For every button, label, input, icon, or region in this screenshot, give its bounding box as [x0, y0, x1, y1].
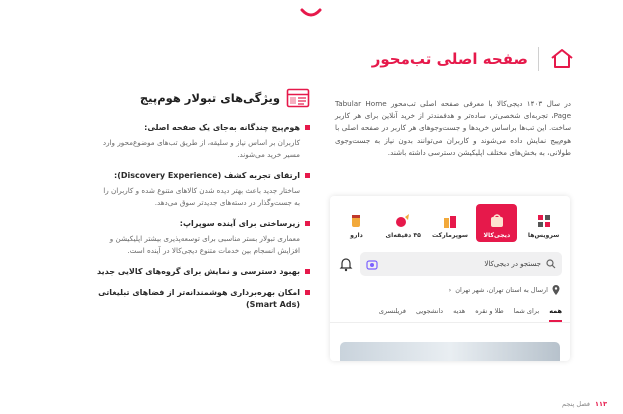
feature-item — [96, 218, 310, 257]
home-icon — [549, 46, 575, 72]
category-supermarket[interactable]: سوپرمارکت — [430, 204, 471, 242]
search-bar[interactable] — [360, 252, 562, 276]
bullet-icon — [305, 125, 310, 130]
search-placeholder: جستجو در دیجی‌کالا — [484, 260, 541, 268]
features-title: ویژگی‌های تبولار هوم‌پیج — [139, 91, 280, 105]
feature-desc: معماری تبولار بستر مناسبی برای توسعه‌پذیری بیشتر اپلیکیشن و افزایش انسجام بین خدمات متنوع دیجی‌کالا در آینده است. — [109, 234, 300, 255]
bell-icon[interactable] — [338, 256, 354, 272]
tab-all[interactable]: همه — [549, 307, 562, 322]
features-header — [96, 88, 310, 108]
feature-item — [96, 266, 310, 278]
category-services[interactable]: سرویس‌ها — [523, 204, 564, 242]
supermarket-icon — [442, 213, 458, 229]
chapter-label: فصل پنجم — [562, 400, 591, 408]
feature-title: زیرساختی برای آینده سوپراپ: — [179, 219, 300, 228]
page-title: صفحه اصلی تب‌محور — [371, 50, 528, 68]
feature-title: ارتقای تجربه کشف (Discovery Experience): — [114, 171, 300, 180]
brand-logo-icon — [300, 8, 322, 18]
tab-freelancer[interactable]: فریلنسری — [378, 307, 406, 315]
page-header — [372, 46, 575, 72]
feature-title: بهبود دسترسی و نمایش برای گروه‌های کالایی جدید — [97, 267, 300, 276]
category-pharmacy[interactable]: دارو — [336, 204, 377, 242]
services-grid-icon — [536, 213, 552, 229]
bullet-icon — [305, 221, 310, 226]
fast-delivery-icon — [395, 213, 411, 229]
delivery-address[interactable]: ارسال به استان تهران، شهر تهران ‹ — [330, 276, 570, 295]
category-fast-delivery[interactable]: ۴۵ دقیقه‌ای — [383, 204, 424, 242]
features-section — [96, 88, 310, 320]
tab-gold-silver[interactable]: طلا و نقره — [475, 307, 504, 315]
category-digikala[interactable]: دیجی‌کالا — [476, 204, 517, 242]
title-divider — [538, 47, 539, 71]
feature-item — [96, 122, 310, 161]
camera-search-icon[interactable] — [366, 258, 378, 270]
chevron-left-icon: ‹ — [448, 286, 452, 294]
app-screenshot — [330, 196, 570, 361]
feature-desc: ساختار جدید باعث بهتر دیده شدن کالاهای متنوع شده و کاربران را به جست‌وگذار در دسته‌های جدیدتر سوق می‌دهد. — [103, 186, 300, 207]
tab-bar — [330, 295, 570, 323]
layout-grid-icon — [286, 88, 310, 108]
tab-student[interactable]: دانشجویی — [415, 307, 444, 315]
feature-title: هوم‌پیج چندگانه به‌جای یک صفحه اصلی: — [144, 123, 300, 132]
feature-item — [96, 287, 310, 311]
intro-paragraph: در سال ۱۴۰۳ دیجی‌کالا با معرفی صفحه اصلی تب‌محور Tabular Home Page، تجربه‌ای شخصی‌تر، ساده‌تر و هدفمندتر از خرید آنلاین برای هر کاربر ساخت. این تب‌ها براساس خریدها و جست‌وجوهای هر کاربر در صفحه اصلی با هوم‌پیج نمایش داده می‌شوند و کاربران می‌توانند بدون نیاز به جست‌وجوی طولانی، به بخش‌های مختلف اپلیکیشن دسترسی داشته باشند. — [335, 99, 572, 157]
feature-title: امکان بهره‌برداری هوشمندانه‌تر از فضاهای تبلیغاتی (Smart Ads) — [98, 288, 300, 309]
location-pin-icon — [552, 285, 560, 295]
tab-for-you[interactable]: برای شما — [513, 307, 540, 315]
category-bar — [330, 196, 570, 242]
search-icon — [546, 259, 556, 269]
page-footer — [562, 400, 607, 408]
digikala-bag-icon — [489, 213, 505, 229]
bullet-icon — [305, 173, 310, 178]
pharmacy-icon — [348, 213, 364, 229]
feature-desc: کاربران بر اساس نیاز و سلیقه، از طریق تب‌های موضوع‌محور وارد مسیر خرید می‌شوند. — [102, 138, 300, 159]
page-number: ۱۱۳ — [595, 400, 607, 408]
promo-banner-image[interactable] — [340, 342, 560, 361]
tab-gift[interactable]: هدیه — [453, 307, 466, 315]
bullet-icon — [305, 269, 310, 274]
bullet-icon — [305, 290, 310, 295]
feature-item — [96, 170, 310, 209]
